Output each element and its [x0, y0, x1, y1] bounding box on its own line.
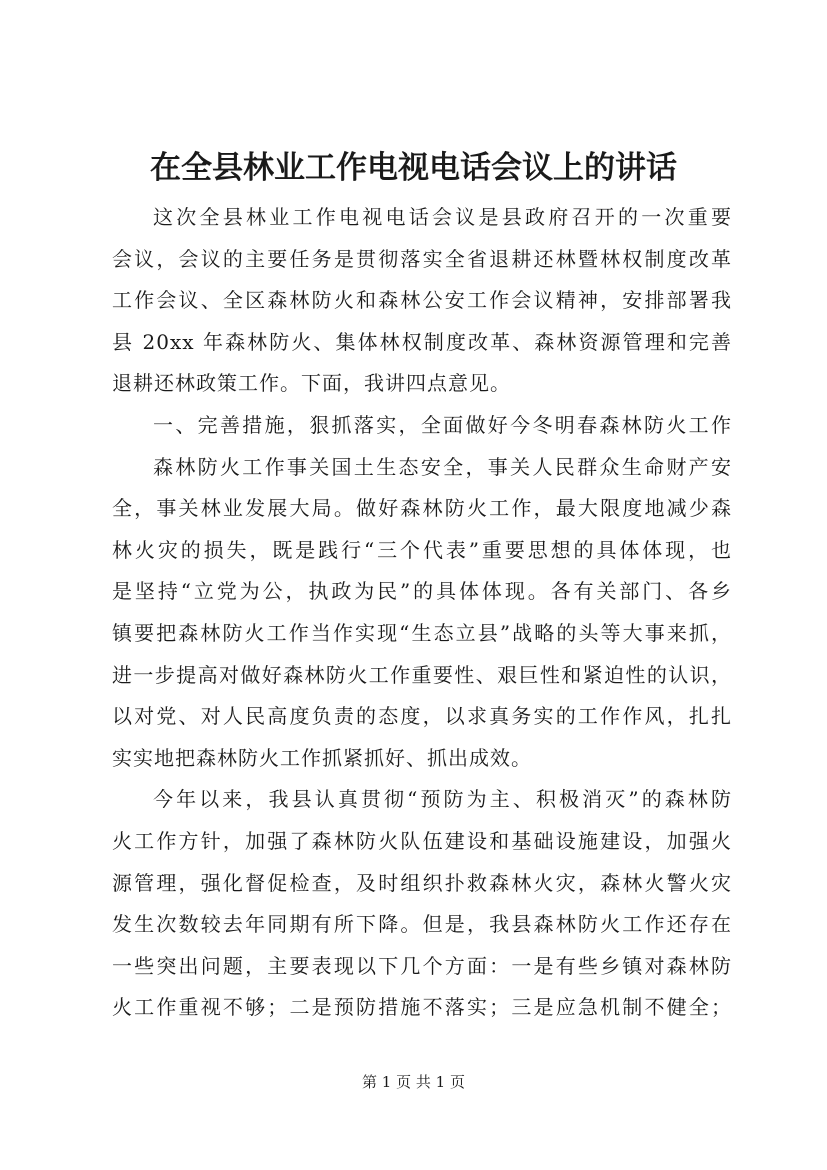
page-footer: 第 1 页 共 1 页: [362, 1073, 465, 1091]
text-line: 以对党、对人民高度负责的态度，以求真务实的工作作风，扎扎: [112, 704, 732, 729]
text-line: 源管理，强化督促检查，及时组织扑救森林火灾，森林火警火灾: [112, 870, 732, 895]
text-line: 退耕还林政策工作。下面，我讲四点意见。: [112, 371, 511, 396]
text-line: 火工作方针，加强了森林防火队伍建设和基础设施建设，加强火: [112, 828, 732, 853]
text-line: 会议，会议的主要任务是贯彻落实全省退耕还林暨林权制度改革: [112, 246, 732, 271]
text-line: 实实地把森林防火工作抓紧抓好、抓出成效。: [112, 745, 532, 770]
text-line: 县 20xx 年森林防火、集体林权制度改革、森林资源管理和完善: [112, 329, 732, 354]
text-line: 森林防火工作事关国土生态安全，事关人民群众生命财产安: [153, 454, 732, 479]
text-line: 是坚持“立党为公，执政为民”的具体体现。各有关部门、各乡: [112, 579, 732, 604]
document-title: 在全县林业工作电视电话会议上的讲话: [150, 150, 677, 186]
text-line: 这次全县林业工作电视电话会议是县政府召开的一次重要: [153, 205, 732, 229]
document-body: [112, 197, 732, 1029]
text-line: 火工作重视不够；二是预防措施不落实；三是应急机制不健全；: [112, 995, 732, 1020]
text-line: 全，事关林业发展大局。做好森林防火工作，最大限度地减少森: [112, 496, 732, 521]
text-line: 今年以来，我县认真贯彻“预防为主、积极消灭”的森林防: [153, 787, 732, 812]
text-line: 镇要把森林防火工作当作实现“生态立县”战略的头等大事来抓，: [112, 620, 732, 645]
text-line: 一、完善措施，狠抓落实，全面做好今冬明春森林防火工作: [153, 412, 732, 437]
text-line: 发生次数较去年同期有所下降。但是，我县森林防火工作还存在: [112, 912, 732, 937]
text-line: 进一步提高对做好森林防火工作重要性、艰巨性和紧迫性的认识，: [112, 662, 732, 687]
text-line: 一些突出问题，主要表现以下几个方面：一是有些乡镇对森林防: [112, 953, 732, 978]
text-line: 林火灾的损失，既是践行“三个代表”重要思想的具体体现，也: [112, 537, 732, 562]
text-line: 工作会议、全区森林防火和森林公安工作会议精神，安排部署我: [112, 288, 732, 313]
